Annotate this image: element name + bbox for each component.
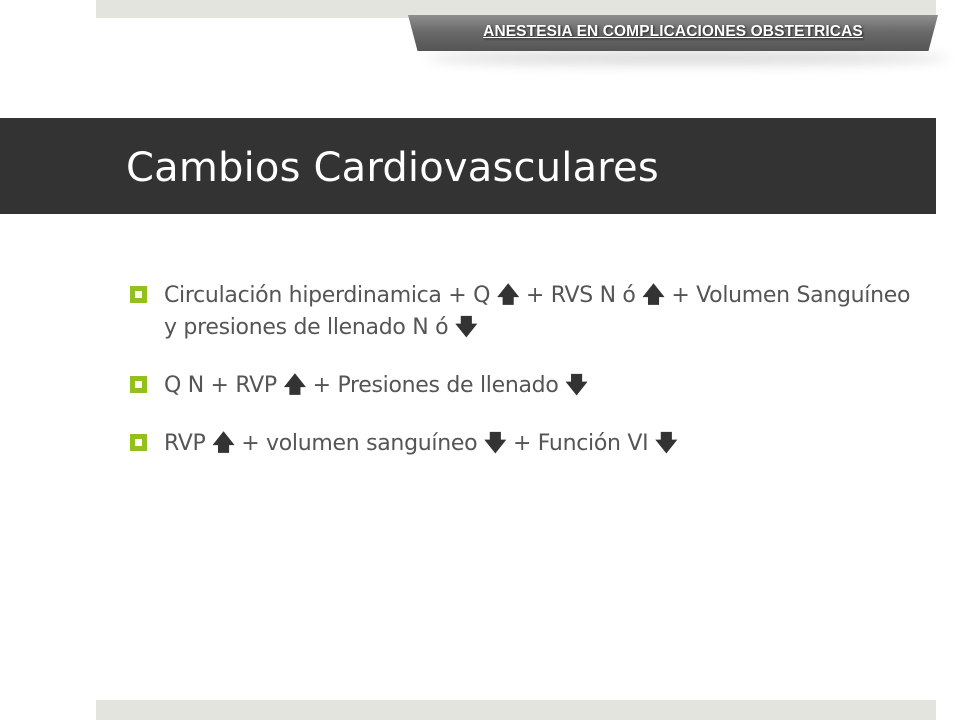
arrow-up-icon: 🡅: [283, 373, 306, 398]
arrow-up-icon: 🡅: [642, 283, 665, 308]
bullet-text: RVP 🡅 + volumen sanguíneo 🡇 + Función VI 🡇: [164, 431, 678, 456]
square-bullet-icon: [130, 286, 147, 303]
bullet-text: Circulación hiperdinamica + Q 🡅 + RVS N ó 🡅 + Volumen Sanguíneo y presiones de llenado N ó 🡇: [164, 283, 911, 340]
arrow-up-icon: 🡅: [496, 283, 520, 308]
arrow-down-icon: 🡇: [483, 431, 507, 456]
header-tab-shadow: [428, 52, 948, 64]
bullet-list: [128, 280, 918, 460]
bullet-text: Q N + RVP 🡅 + Presiones de llenado 🡇: [164, 373, 588, 398]
bullet-item-2: [128, 370, 918, 402]
arrow-down-icon: 🡇: [565, 373, 588, 398]
arrow-up-icon: 🡅: [212, 431, 235, 456]
square-bullet-icon: [130, 376, 147, 393]
bullet-item-3: [128, 428, 918, 460]
square-bullet-icon: [130, 434, 147, 451]
bullet-item-1: [128, 280, 918, 344]
arrow-down-icon: 🡇: [654, 431, 678, 456]
bottom-decorative-strip: [96, 700, 936, 720]
header-title: ANESTESIA EN COMPLICACIONES OBSTETRICAS: [483, 23, 863, 40]
arrow-down-icon: 🡇: [454, 315, 478, 340]
slide-title: Cambios Cardiovasculares: [126, 145, 659, 191]
